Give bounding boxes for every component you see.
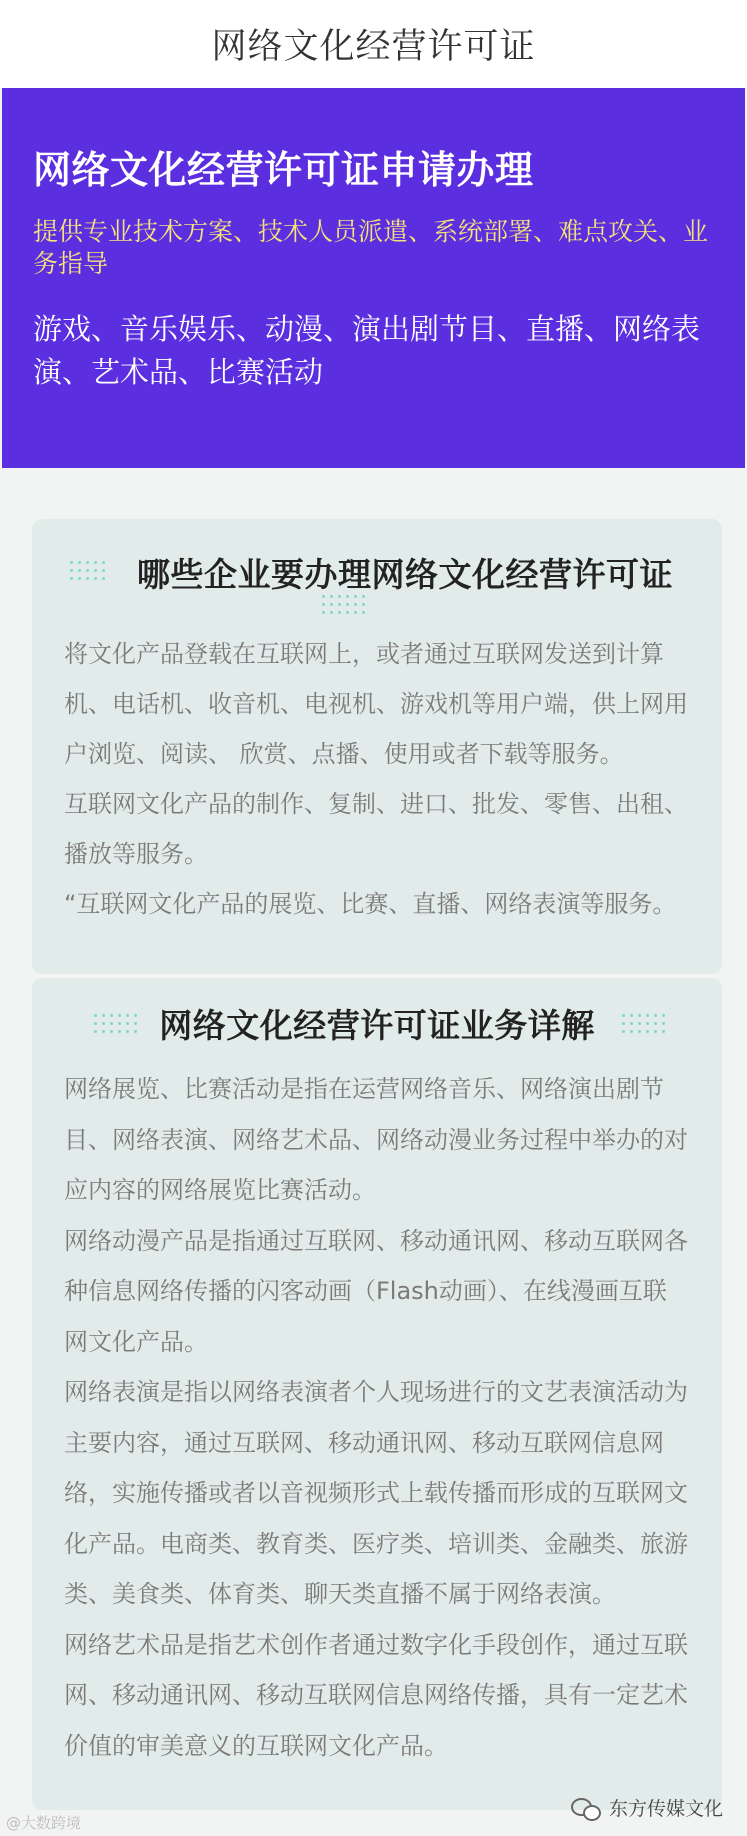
page-title: 网络文化经营许可证 <box>211 27 536 67</box>
decorative-dots-icon <box>322 595 365 614</box>
watermark-right <box>571 1794 723 1821</box>
section-body <box>32 607 722 929</box>
section-business-details <box>32 978 722 1810</box>
paragraph: 将文化产品登载在互联网上，或者通过互联网发送到计算机、电话机、收音机、电视机、游戏机等用户端，供上网用户浏览、阅读、 欣赏、点播、使用或者下载等服务。 <box>64 640 688 768</box>
section-title: 网络文化经营许可证业务详解 <box>159 1005 595 1045</box>
hero-categories: 游戏、音乐娱乐、动漫、演出剧节目、直播、网络表演、艺术品、比赛活动 <box>33 312 701 389</box>
section-body <box>32 1058 722 1771</box>
watermark-right-label: 东方传媒文化 <box>608 1798 723 1820</box>
decorative-dots-icon <box>622 1014 665 1033</box>
decorative-dots-icon <box>70 561 105 580</box>
paragraph: 网络展览、比赛活动是指在运营网络音乐、网络演出剧节目、网络表演、网络艺术品、网络动漫业务过程中举办的对应内容的网络展览比赛活动。 <box>64 1075 688 1204</box>
decorative-dots-icon <box>94 1014 137 1033</box>
paragraph: 互联网文化产品的制作、复制、进口、批发、零售、出租、播放等服务。 <box>64 790 688 868</box>
wechat-icon <box>571 1797 601 1819</box>
hero-title: 网络文化经营许可证申请办理 <box>33 148 534 192</box>
paragraph: “互联网文化产品的展览、比赛、直播、网络表演等服务。 <box>64 890 677 918</box>
section-header <box>32 519 722 607</box>
section-which-companies <box>32 519 722 974</box>
section-header <box>32 978 722 1058</box>
paragraph: 网络动漫产品是指通过互联网、移动通讯网、移动互联网各种信息网络传播的闪客动画（Flash动画）、在线漫画互联网文化产品。 <box>64 1226 688 1356</box>
hero-banner <box>2 88 745 468</box>
paragraph: 网络表演是指以网络表演者个人现场进行的文艺表演活动为主要内容，通过互联网、移动通讯网、移动互联网信息网络，实施传播或者以音视频形式上载传播而形成的互联网文化产品。电商类、教育类、医疗类、培训类、金融类、旅游类、美食类、体育类、聊天类直播不属于网络表演。 <box>64 1378 688 1608</box>
top-title-bar <box>0 0 747 88</box>
section-title: 哪些企业要办理网络文化经营许可证 <box>137 554 673 594</box>
watermark-left: @大数跨境 <box>6 1814 82 1832</box>
hero-subtitle: 提供专业技术方案、技术人员派遣、系统部署、难点攻关、业务指导 <box>33 217 709 278</box>
paragraph: 网络艺术品是指艺术创作者通过数字化手段创作，通过互联网、移动通讯网、移动互联网信息网络传播，具有一定艺术价值的审美意义的互联网文化产品。 <box>64 1630 688 1760</box>
